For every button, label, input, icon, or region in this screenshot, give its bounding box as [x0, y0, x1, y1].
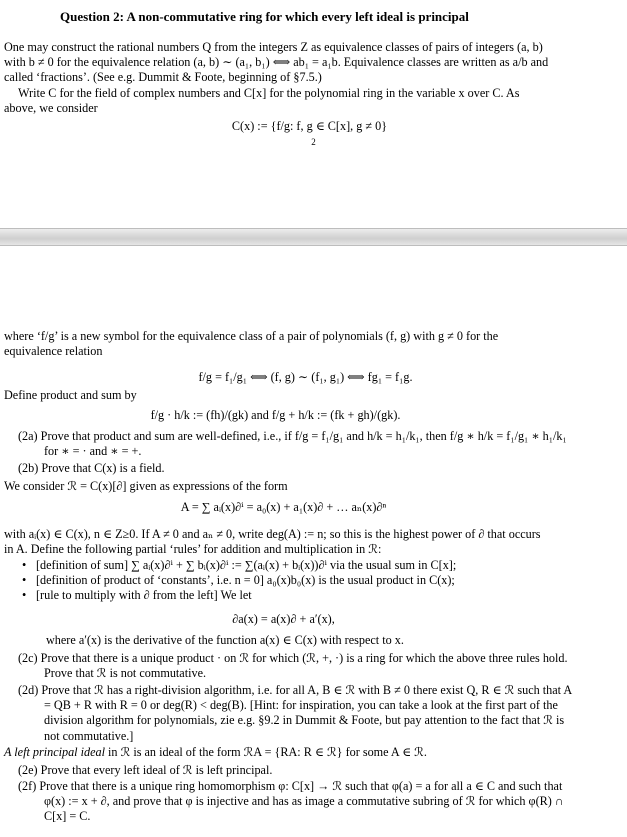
- question-2d: (2d) Prove that ℛ has a right-division algorithm, i.e. for all A, B ∈ ℛ with B ≠ 0 there exist Q, R ∈ ℛ such that A = QB + R with R = 0 or deg(R) < deg(B). [Hint: for inspiration, you can take a look at the first part of the division algorithm for polynomials, zie e.g. §9.2 in Dummit & Foote, but pay attention to the fact that ℛ is not commutative.]: [18, 683, 572, 743]
- pdf-page-1: [0, 0, 627, 225]
- equation-derivative: ∂a(x) = a(x)∂ + a′(x),: [232, 612, 335, 626]
- derivative-note: where a′(x) is the derivative of the function a(x) ∈ C(x) with respect to x.: [46, 633, 404, 647]
- definition-text: in ℛ is an ideal of the form ℛA = {RA: R ∈ ℛ} for some A ∈ ℛ.: [105, 745, 427, 759]
- list-item: • [definition of product of ‘constants’, i.e. n = 0] a₀(x)b₀(x) is the usual product in C(x);: [22, 573, 552, 588]
- question-2b: (2b) Prove that C(x) is a field.: [18, 461, 165, 475]
- rules-list: [22, 558, 552, 604]
- consider-text: We consider ℛ = C(x)[∂] given as expressions of the form: [4, 479, 288, 493]
- pdf-page-2: [0, 245, 627, 837]
- equation-cx: C(x) := {f/g: f, g ∈ C[x], g ≠ 0}: [231, 119, 388, 133]
- paragraph-degree: with aᵢ(x) ∈ C(x), n ∈ Z≥0. If A ≠ 0 and aₙ ≠ 0, write deg(A) := n; so this is the highest power of ∂ that occurs in A. Define the following partial ‘rules’ for addition and multiplication in ℛ:: [4, 527, 541, 557]
- question-2c: (2c) Prove that there is a unique product · on ℛ for which (ℛ, +, ·) is a ring for which the above three rules hold. Prove that ℛ is not commutative.: [18, 651, 568, 681]
- question-2f: (2f) Prove that there is a unique ring homomorphism φ: C[x] → ℛ such that φ(a) = a for all a ∈ C and such that φ(x) := x + ∂, and prove that φ is injective and has as image a commutative subring of ℛ for which φ(R) ∩ C[x] = C.: [18, 779, 564, 824]
- page-break-divider: [0, 228, 627, 246]
- equation-relation: f/g = f₁/g₁ ⟺ (f, g) ∼ (f₁, g₁) ⟺ fg₁ = f₁g.: [198, 370, 413, 384]
- question-2e: (2e) Prove that every left ideal of ℛ is left principal.: [18, 763, 273, 777]
- list-item: • [rule to multiply with ∂ from the left] We let: [22, 588, 552, 603]
- paragraph-equivalence: where ‘f/g’ is a new symbol for the equivalence class of a pair of polynomials (f, g) with g ≠ 0 for the equivalence relation: [4, 329, 499, 359]
- page-number: 2: [311, 137, 316, 147]
- define-text: Define product and sum by: [4, 388, 137, 402]
- question-title: Question 2: A non-commutative ring for which every left ideal is principal: [60, 9, 469, 24]
- definition-principal-ideal: [4, 745, 549, 760]
- paragraph-complex: Write C for the field of complex numbers and C[x] for the polynomial ring in the variable x over C. As above, we consider: [4, 86, 520, 116]
- paragraph-rationals: One may construct the rational numbers Q from the integers Z as equivalence classes of pairs of integers (a, b) with b ≠ 0 for the equivalence relation (a, b) ∼ (a₁, b₁) ⟺ ab₁ = a₁b. Equivalence classes are written as a/b and called ‘fractions’. (See e.g. Dummit & Foote, beginning of §7.5.): [4, 40, 549, 85]
- equation-operations: f/g · h/k := (fh)/(gk) and f/g + h/k := (fk + gh)/(gk).: [150, 408, 401, 422]
- defined-term: A left principal ideal: [4, 745, 105, 759]
- list-item: • [definition of sum] ∑ aᵢ(x)∂ⁱ + ∑ bᵢ(x)∂ⁱ := ∑(aᵢ(x) + bᵢ(x))∂ⁱ via the usual sum in C[x];: [22, 558, 552, 573]
- equation-A: A = ∑ aᵢ(x)∂ⁱ = a₀(x) + a₁(x)∂ + … aₙ(x)∂ⁿ: [180, 500, 387, 514]
- question-2a: (2a) Prove that product and sum are well-defined, i.e., if f/g = f₁/g₁ and h/k = h₁/k₁, then f/g ∗ h/k = f₁/g₁ ∗ h₁/k₁ for ∗ = · and ∗ = +.: [18, 429, 567, 459]
